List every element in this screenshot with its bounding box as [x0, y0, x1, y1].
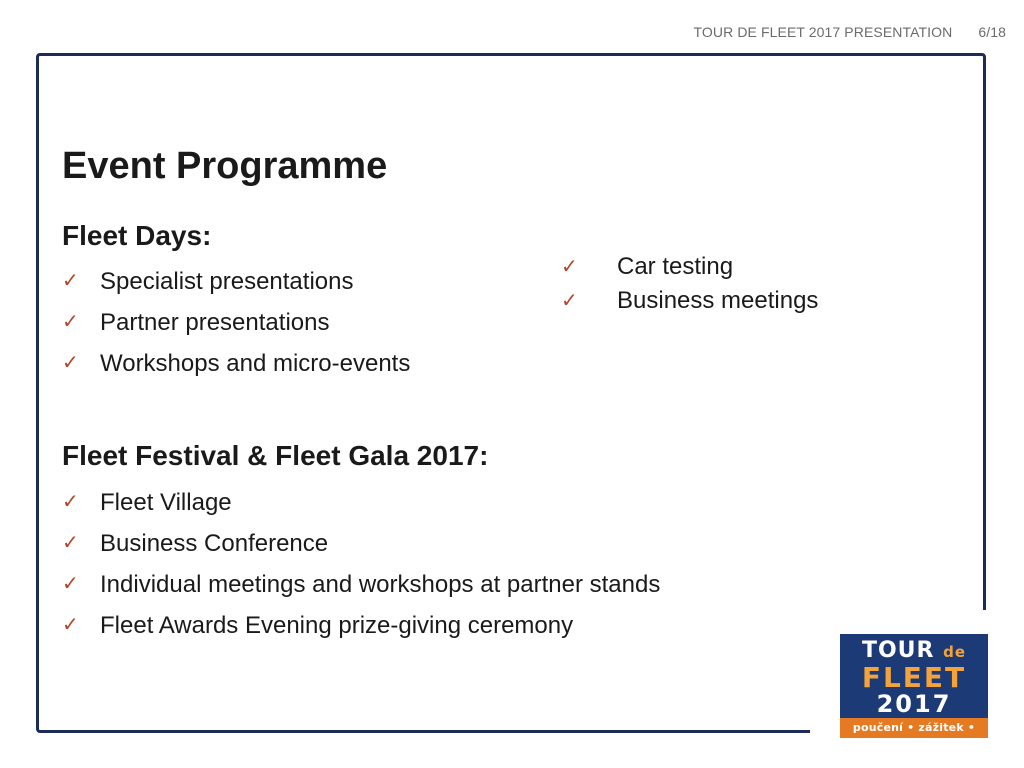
page-indicator: 6/18	[978, 24, 1006, 40]
logo-fleet-text: FLEET	[861, 661, 967, 694]
list-item-text: Business meetings	[617, 287, 819, 314]
list-item	[62, 482, 660, 523]
list-item	[62, 343, 410, 384]
checkmark-icon: ✓	[62, 614, 79, 636]
list-item-text: Specialist presentations	[100, 268, 354, 295]
checkmark-icon: ✓	[62, 270, 79, 292]
checkmark-icon: ✓	[62, 311, 79, 333]
list-item	[62, 523, 660, 564]
list-item	[62, 605, 660, 646]
tour-de-fleet-logo	[840, 634, 988, 754]
list-item	[62, 302, 410, 343]
header-bar	[694, 24, 1006, 40]
festival-heading: Fleet Festival & Fleet Gala 2017:	[62, 440, 489, 471]
list-item	[561, 250, 818, 284]
checkmark-icon: ✓	[62, 573, 79, 595]
logo-tagline: poučení • zážitek • byznys	[840, 718, 988, 738]
logo-de-text: de	[943, 643, 967, 661]
list-item-text: Business Conference	[100, 530, 329, 557]
list-item-text: Fleet Awards Evening prize-giving ceremony	[100, 612, 574, 639]
logo-line-1	[840, 638, 988, 663]
checkmark-icon: ✓	[561, 290, 578, 312]
list-item-text: Individual meetings and workshops at partner stands	[100, 571, 661, 598]
festival-list	[62, 482, 660, 646]
checkmark-icon: ✓	[62, 352, 79, 374]
fleet-days-list	[62, 261, 410, 384]
page-title: Event Programme	[62, 145, 388, 187]
checkmark-icon: ✓	[561, 256, 578, 278]
list-item-text: Partner presentations	[100, 309, 330, 336]
list-item-text: Fleet Village	[100, 489, 232, 516]
fleet-days-heading: Fleet Days:	[62, 220, 212, 251]
presentation-title: TOUR DE FLEET 2017 PRESENTATION	[693, 24, 953, 40]
list-item	[561, 284, 818, 318]
list-item-text: Car testing	[617, 253, 734, 280]
fleet-days-extra-list	[561, 250, 818, 318]
logo-tour-text: TOUR	[861, 638, 935, 663]
list-item	[62, 261, 410, 302]
checkmark-icon: ✓	[62, 491, 79, 513]
checkmark-icon: ✓	[62, 532, 79, 554]
list-item	[62, 564, 660, 605]
list-item-text: Workshops and micro-events	[100, 350, 411, 377]
logo-year-text: 2017	[876, 690, 952, 718]
